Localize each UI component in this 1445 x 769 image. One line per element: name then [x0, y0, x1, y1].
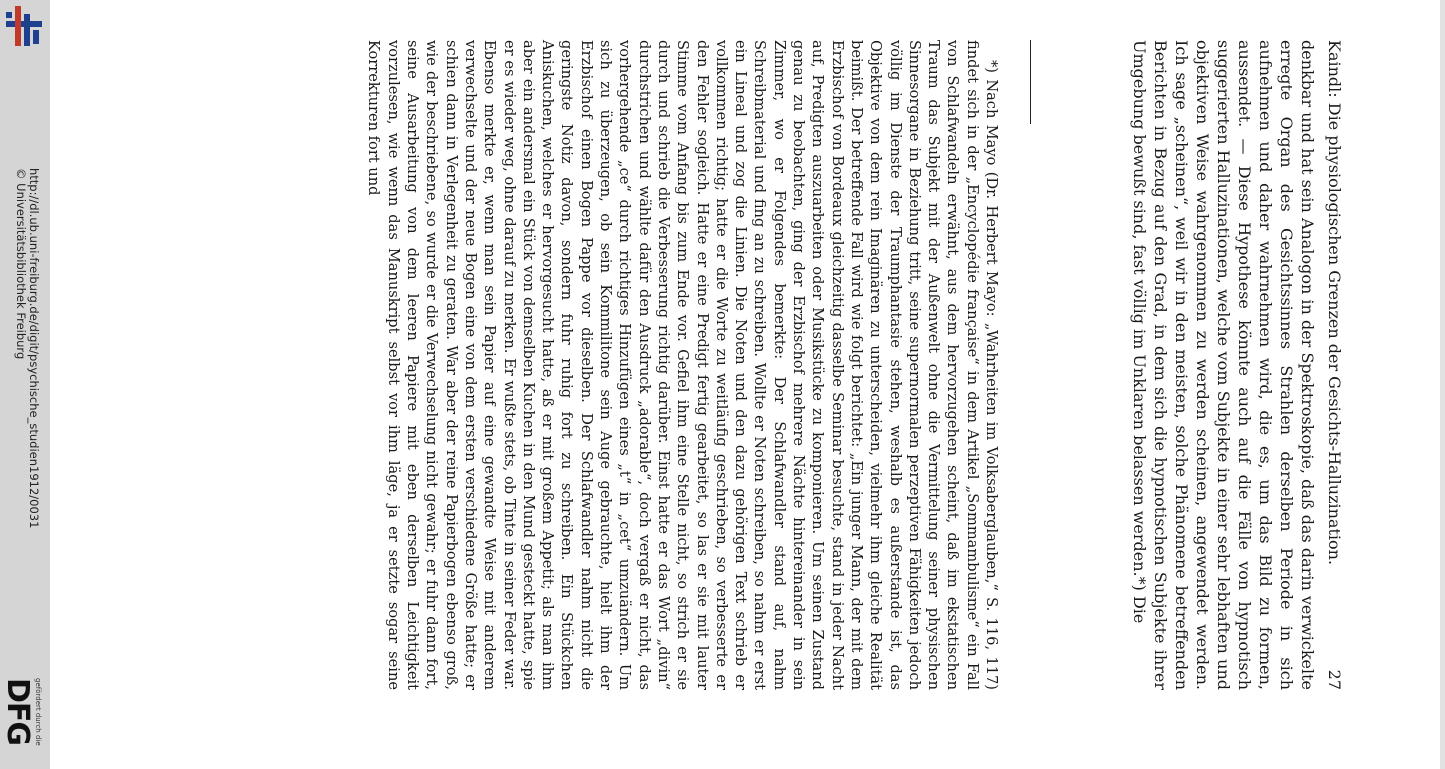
- running-header: [1322, 40, 1346, 690]
- library-logo-icon: [2, 4, 44, 48]
- main-text: [1129, 40, 1318, 690]
- scanned-page: [196, 40, 1346, 690]
- dfg-logo-text: DFG: [0, 678, 35, 746]
- footnote: [364, 40, 1001, 690]
- copyright-text: © Universitätsbibliothek Freiburg: [14, 168, 28, 360]
- dfg-logo: [2, 678, 46, 764]
- source-url-block: [12, 168, 40, 588]
- scrollbar-track[interactable]: [1440, 0, 1445, 769]
- funded-by-text: gefördert durch die: [34, 678, 42, 746]
- footnote-paragraph: *) Nach Mayo (Dr. Herbert Mayo: „Wahrheiten im Volksaberglauben,“ S. 116, 117) findet sich in der „Encyclopédie française“ in dem Artikel „Sommambulisme“ ein Fall von Schlafwandeln erwähnt, aus dem hervorzugehen scheint, daß im ekstatischen Traum das Subjekt mit der Außenwelt ohne die Vermittelung seiner physischen Sinnesorgane in Beziehung tritt, seine supernormalen perzeptiven Fähigkeiten jedoch völlig im Dienste der Traumphantasie stehen, weshalb es außerstande ist, das Objektive von dem rein Imaginären zu unterscheiden, vielmehr ihm gleiche Realität beimißt. Der betreffende Fall wird wie folgt berichtet: „Ein junger Mann, der mit dem Erzbischof von Bordeaux gleichzeitig dasselbe Seminar besuchte, stand in jeder Nacht auf, Predigten auszuarbeiten oder Musikstücke zu komponieren. Um seinen Zustand genau zu beobachten, ging der Erzbischof mehrere Nächte hintereinander in sein Zimmer, wo er Folgendes bemerkte: Der Schlafwandler stand auf, nahm Schreibmaterial und fing an zu schreiben. Wollte er Noten schreiben, so nahm er erst ein Lineal und zog die Linien. Die Noten und den dazu gehörigen Text schrieb er vollkommen richtig; hatte er die Worte zu weitläufig geschrieben, so verbesserte er den Fehler sogleich. Hatte er eine Predigt fertig gearbeitet, so las er sie mit lauter Stimme vom Anfang bis zum Ende vor. Gefiel ihm eine Stelle nicht, so strich er sie durch und schrieb die Verbesserung richtig darüber. Einst hatte er das Wort „divin“ durchstrichen und wählte dafür den Ausdruck „adorable“, doch vergaß er nicht, das vorhergehende „ce“ durch richtiges Hinzufügen eines „t“ in „cet“ umzuändern. Um sich zu überzeugen, ob sein Kommilitone sein Auge gebrauchte, hielt ihm der Erzbischof einen Bogen Pappe vor dieselben. Der Schlafwandler nahm nicht die geringste Notiz davon, sondern fuhr ruhig fort zu schreiben. Ein Stückchen Aniskuchen, welches er hervorgesucht hatte, aß er mit großem Appetit; als man ihm aber ein andersmal ein Stück von demselben Kuchen in den Mund gesteckt hatte, spie er es wieder weg, ohne darauf zu merken. Er wußte stets, ob Tinte in seiner Feder war. Ebenso merkte er, wenn man sein Papier auf eine gewandte Weise mit anderem verwechselte und der neue Bogen eine von dem ersten verschiedene Größe hatte; er schien dann in Verlegenheit zu geraten. War aber der reine Papierbogen ebenso groß, wie der beschriebene, so wurde er die Verwechselung nicht gewahr; er fuhr dann fort, seine Ausarbeitung von dem leeren Papiere mit eben derselben Leichtigkeit vorzulesen, wie wenn das Manuskript selbst vor ihm läge, ja er setzte sogar seine Korrekturen fort und: [365, 40, 1000, 690]
- page-number: 27: [1325, 669, 1344, 690]
- footnote-rule: [1030, 40, 1031, 124]
- source-url[interactable]: http://dl.ub.uni-freiburg.de/digit/psychische_studien1912/0031: [27, 168, 41, 529]
- running-title: Kaindl: Die physiologischen Grenzen der Gesichts-Halluzination.: [1325, 40, 1344, 566]
- viewer-sidebar: [0, 0, 50, 769]
- main-paragraph: denkbar und hat sein Analogon in der Spektroskopie, daß das darin verwickelte erregte Organ des Gesichtssinnes Strahlen derselben Periode in sich aufnehmen und daher wahrnehmen wird, die es, um das Bild zu formen, aussendet. — Diese Hypothese könnte auch auf die Fälle von hypnotisch suggerierten Halluzinationen, welche vom Subjekte in einer sehr lebhaften und objektiven Weise wahrgenommen zu werden scheinen, angewendet werden. Ich sage „scheinen“, weil wir in den meisten, solche Phänomene betreffenden Berichten in Bezug auf den Grad, in dem sich die hypnotischen Subjekte ihrer Umgebung bewußt sind, fast völlig im Unklaren belassen werden.*) Die: [1130, 40, 1317, 690]
